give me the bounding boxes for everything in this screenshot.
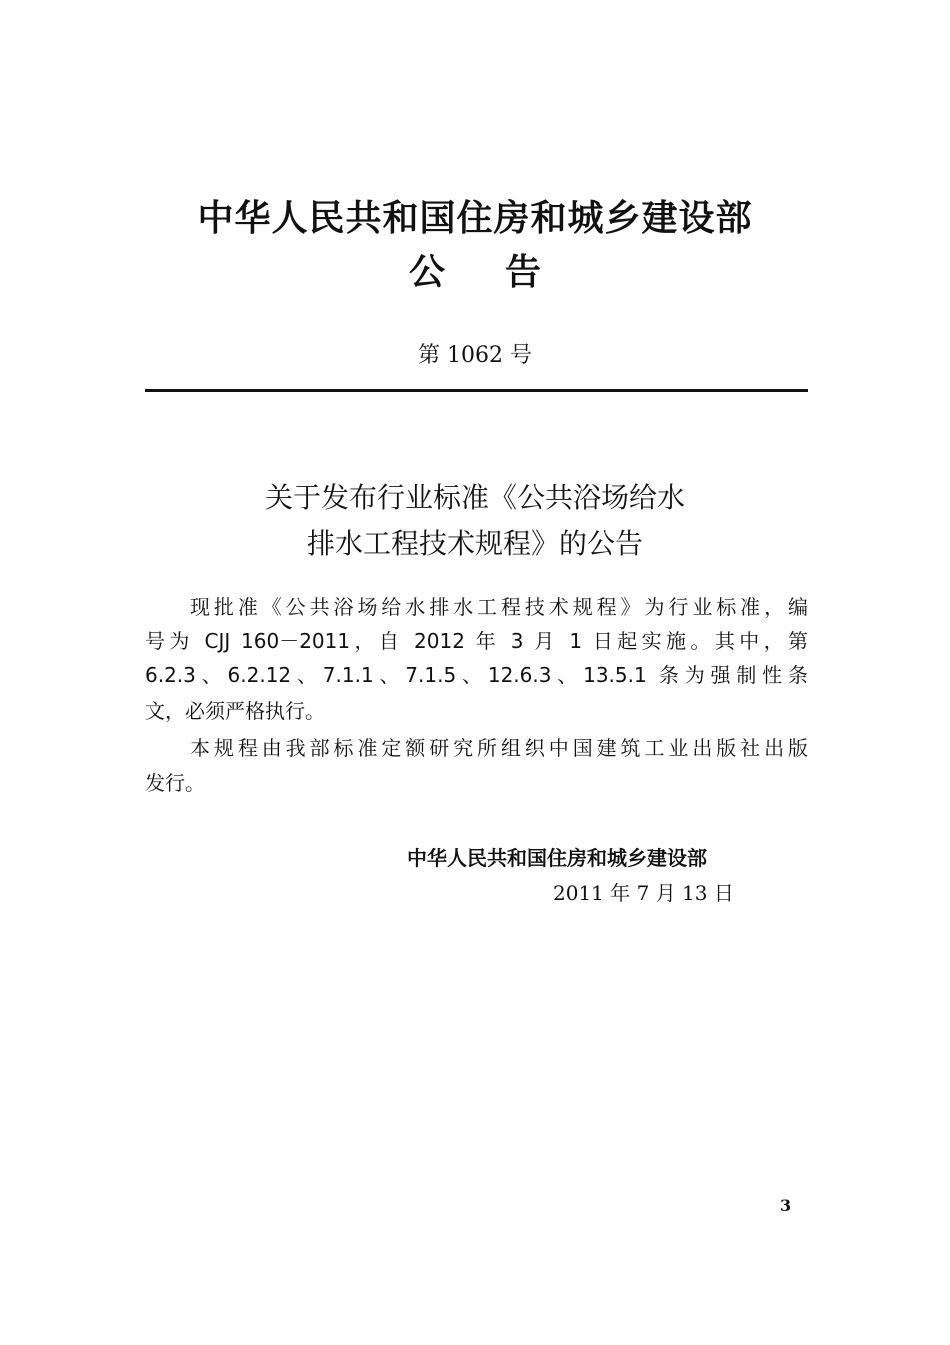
- signature-date: 2011 年 7 月 13 日: [553, 881, 734, 905]
- body-paragraph-1-line: 现批准《公共浴场给水排水工程技术规程》为行业标准，编: [190, 595, 808, 619]
- signature-organization: 中华人民共和国住房和城乡建设部: [407, 846, 707, 870]
- body-paragraph-1-line: 文，必须严格执行。: [145, 699, 325, 723]
- body-paragraph-2-line: 发行。: [145, 771, 205, 795]
- ministry-title: 中华人民共和国住房和城乡建设部: [197, 198, 753, 239]
- notice-heading: 公告: [408, 252, 601, 293]
- body-paragraph-1-line: 6.2.3、6.2.12、7.1.1、7.1.5、12.6.3、13.5.1 条为强制性条: [145, 663, 808, 687]
- page-number: 3: [780, 1196, 792, 1215]
- announcement-title-line-1: 关于发布行业标准《公共浴场给水: [264, 481, 685, 514]
- body-paragraph-1-line: 号为 CJJ 160－2011，自 2012 年 3 月 1 日起实施。其中，第: [145, 629, 808, 653]
- document-number: 第 1062 号: [418, 343, 532, 368]
- body-paragraph-2-line: 本规程由我部标准定额研究所组织中国建筑工业出版社出版: [190, 736, 808, 760]
- announcement-title-line-2: 排水工程技术规程》的公告: [306, 527, 643, 560]
- header-divider: [145, 389, 808, 392]
